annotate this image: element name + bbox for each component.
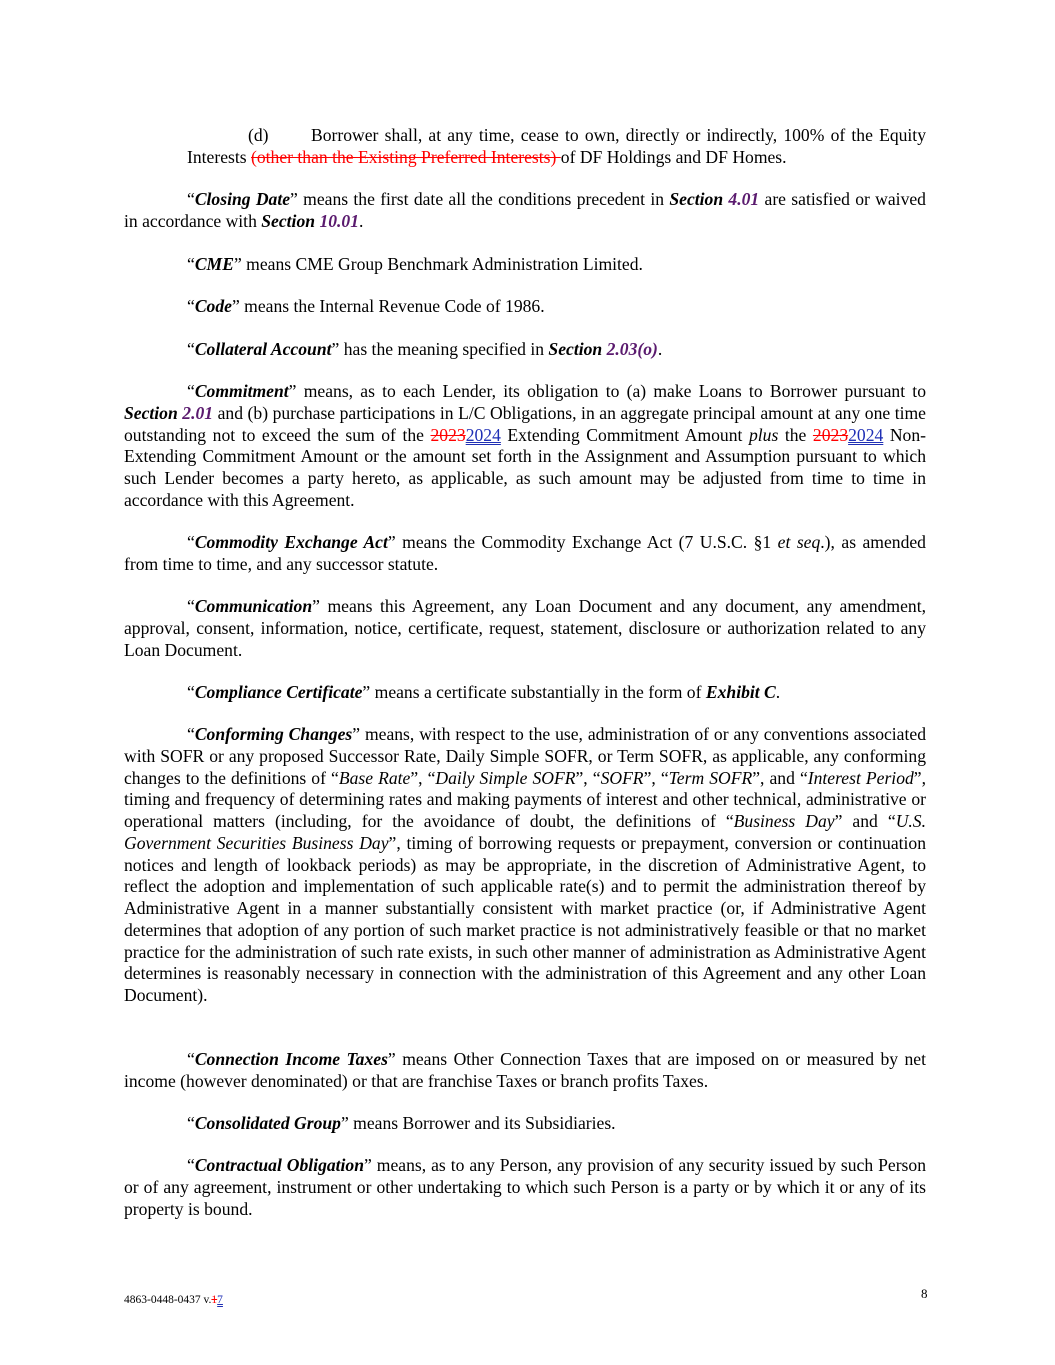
- quote-close: ”: [231, 296, 240, 316]
- defined-term: CME: [194, 254, 234, 274]
- definition-text: .), as amended from time to time, and any successor statute.: [124, 532, 926, 574]
- definition-conforming-changes: [124, 724, 926, 1007]
- ref-number: 10.01: [319, 210, 360, 231]
- definition-contractual-obligation: [124, 1155, 926, 1220]
- defined-term: Contractual Obligation: [194, 1155, 365, 1175]
- quote-open: “: [187, 532, 195, 552]
- definition-text: Non-Extending Commitment Amount or the amount set forth in the Assignment and Assumption pursuant to which such Lender becomes a party hereto, as applicable, as such amount may be adjusted from time to time in accordance with this Agreement.: [124, 424, 927, 510]
- definition-compliance-certificate: [124, 682, 926, 704]
- clause-d: [187, 125, 926, 169]
- defined-term: Communication: [194, 596, 313, 616]
- defined-term: Commodity Exchange Act: [194, 532, 388, 552]
- italic-plus: plus: [748, 424, 779, 445]
- definition-text: means this Agreement, any Loan Document and any document, any amendment, approval, consent, information, notice, certificate, request, statement, disclosure or authorization related to any Loan Document.: [124, 596, 926, 660]
- section-ref-2-01: [124, 403, 213, 423]
- section-ref-10-01: [261, 211, 359, 231]
- definition-text: .: [657, 339, 663, 359]
- document-id-footer: [124, 1290, 223, 1312]
- definition-text: means, with respect to the use, administration of or any conventions associated with SOFR or any proposed Successor Rate, Daily Simple SOFR, or Term SOFR, as applicable, any conforming changes to the definitions of “: [124, 724, 926, 788]
- ref-word: Section: [548, 339, 607, 359]
- quote-close: ”: [312, 596, 320, 616]
- deleted-year: 2023: [812, 424, 849, 445]
- quote-close: ”: [331, 339, 340, 359]
- italic-term: SOFR: [600, 767, 644, 788]
- definition-text: the: [778, 424, 813, 445]
- definition-cme: [124, 254, 926, 276]
- quote-open: “: [187, 254, 195, 274]
- clause-d-deleted-text: (other than the Existing Preferred Interests): [251, 146, 561, 167]
- definition-text: ”, “: [410, 767, 436, 788]
- inserted-version: 7: [217, 1294, 223, 1306]
- defined-term: Connection Income Taxes: [194, 1049, 388, 1069]
- definition-commodity-exchange-act: [124, 532, 926, 576]
- page-number: 8: [921, 1286, 928, 1301]
- definition-text: ”, timing and frequency of determining rates and making payments of interest and other technical, administrative or operational matters (including, for the avoidance of doubt, the definitions of “: [124, 767, 927, 831]
- section-ref-2-03o: [548, 339, 657, 359]
- ref-word: Section: [669, 189, 729, 209]
- definition-text: are satisfied or waived in accordance with: [124, 189, 926, 231]
- defined-term: Code: [194, 296, 232, 316]
- definition-text: ”, “: [643, 767, 669, 788]
- ref-number: 2.03(o): [606, 339, 658, 359]
- italic-term: Base Rate: [338, 767, 411, 788]
- definition-text: ”, timing of borrowing requests or prepayment, conversion or continuation notices and length of lookback periods) as may be appropriate, in the discretion of Administrative Agent, to reflect the adoption and implementation of such applicable rate(s) and to permit the administration thereof by Administrative Agent in a manner substantially consistent with market practice (or, if Administrative Agent determines that adoption of any portion of such market practice is not administratively feasible or that no market practice for the administration of such rate exists, in such other manner of administration as Administrative Agent determines is reasonably necessary in connection with the administration of this Agreement and any other Loan Document).: [124, 832, 926, 1005]
- definition-commitment: [124, 381, 926, 512]
- definition-text: .: [359, 210, 364, 231]
- quote-open: “: [187, 1155, 195, 1175]
- definition-communication: [124, 596, 926, 661]
- deleted-version: 1: [211, 1294, 218, 1306]
- defined-term: Collateral Account: [194, 339, 332, 359]
- definition-text: ”, “: [575, 767, 601, 788]
- section-ref-4-01: [669, 189, 759, 209]
- defined-term: Consolidated Group: [194, 1113, 341, 1133]
- definition-text: means the Internal Revenue Code of 1986.: [239, 296, 545, 316]
- deleted-year: 2023: [430, 424, 466, 445]
- defined-term: Closing Date: [194, 189, 291, 209]
- exhibit-ref: Exhibit C: [705, 682, 776, 702]
- definition-text: ” and “: [834, 811, 896, 831]
- defined-term: Commitment: [194, 381, 289, 401]
- italic-term: U.S. Government Securities Business Day: [124, 811, 926, 853]
- definition-text: means CME Group Benchmark Administration Limited.: [241, 254, 643, 274]
- definition-text: means, as to any Person, any provision of any security issued by such Person or of any agreement, instrument or other undertaking to which such Person is a party or by which it or any of its property is bound.: [124, 1155, 926, 1219]
- definition-connection-income-taxes: [124, 1049, 926, 1093]
- definition-text: has the meaning specified in: [339, 339, 549, 359]
- ref-word: Section: [261, 210, 320, 231]
- quote-close: ”: [288, 381, 297, 401]
- definition-text: and (b) purchase participations in L/C Obligations, in an aggregate principal amount at any one time outstanding not to exceed the sum of the: [124, 402, 926, 445]
- defined-term: Conforming Changes: [194, 724, 353, 744]
- quote-open: “: [187, 339, 195, 359]
- clause-d-label: (d): [248, 125, 269, 145]
- quote-open: “: [187, 1049, 195, 1069]
- quote-close: ”: [340, 1113, 349, 1133]
- definition-text: Extending Commitment Amount: [500, 424, 749, 445]
- quote-close: ”: [233, 254, 242, 274]
- clause-d-text1: Borrower shall, at any time, cease to own, directly or indirectly, 100% of the Equity Interests: [187, 125, 926, 167]
- quote-close: ”: [387, 1049, 396, 1069]
- definition-text: means the Commodity Exchange Act (7 U.S.C. §1: [395, 532, 778, 552]
- quote-close: ”: [290, 189, 298, 209]
- quote-open: “: [187, 1113, 195, 1133]
- definition-consolidated-group: [124, 1113, 926, 1135]
- definition-text: means Other Connection Taxes that are imposed on or measured by net income (however denominated) or that are franchise Taxes or branch profits Taxes.: [124, 1049, 926, 1091]
- quote-open: “: [187, 381, 195, 401]
- definition-code: [124, 296, 926, 318]
- definition-text: means Borrower and its Subsidiaries.: [348, 1113, 616, 1133]
- quote-close: ”: [362, 682, 371, 702]
- quote-open: “: [187, 596, 195, 616]
- italic-term: Business Day: [733, 811, 835, 831]
- quote-close: ”: [387, 532, 396, 552]
- quote-open: “: [187, 296, 195, 316]
- definition-text: means a certificate substantially in the form of: [370, 682, 706, 702]
- inserted-year: 2024: [848, 424, 884, 445]
- quote-close: ”: [352, 724, 361, 744]
- italic-et-seq: et seq: [777, 532, 821, 552]
- quote-open: “: [187, 724, 195, 744]
- definition-text: means, as to each Lender, its obligation to (a) make Loans to Borrower pursuant to: [296, 381, 926, 401]
- definition-text: ”, and “: [752, 767, 808, 788]
- ref-number: 4.01: [728, 189, 760, 209]
- definition-text: .: [775, 682, 781, 702]
- italic-term: Term SOFR: [668, 767, 753, 788]
- defined-term: Compliance Certificate: [194, 682, 363, 702]
- italic-term: Daily Simple SOFR: [435, 767, 576, 788]
- ref-word: Section: [124, 402, 183, 423]
- italic-term: Interest Period: [807, 767, 914, 788]
- clause-d-text2: of DF Holdings and DF Homes.: [560, 146, 787, 167]
- quote-close: ”: [364, 1155, 372, 1175]
- ref-number: 2.01: [182, 402, 214, 423]
- definition-text: means the first date all the conditions precedent in: [297, 189, 670, 209]
- quote-open: “: [187, 682, 195, 702]
- inserted-year: 2024: [465, 424, 501, 445]
- definition-closing-date: [124, 189, 926, 233]
- definition-collateral-account: [124, 339, 926, 361]
- doc-id: 4863-0448-0437 v.: [124, 1294, 212, 1306]
- quote-open: “: [187, 189, 195, 209]
